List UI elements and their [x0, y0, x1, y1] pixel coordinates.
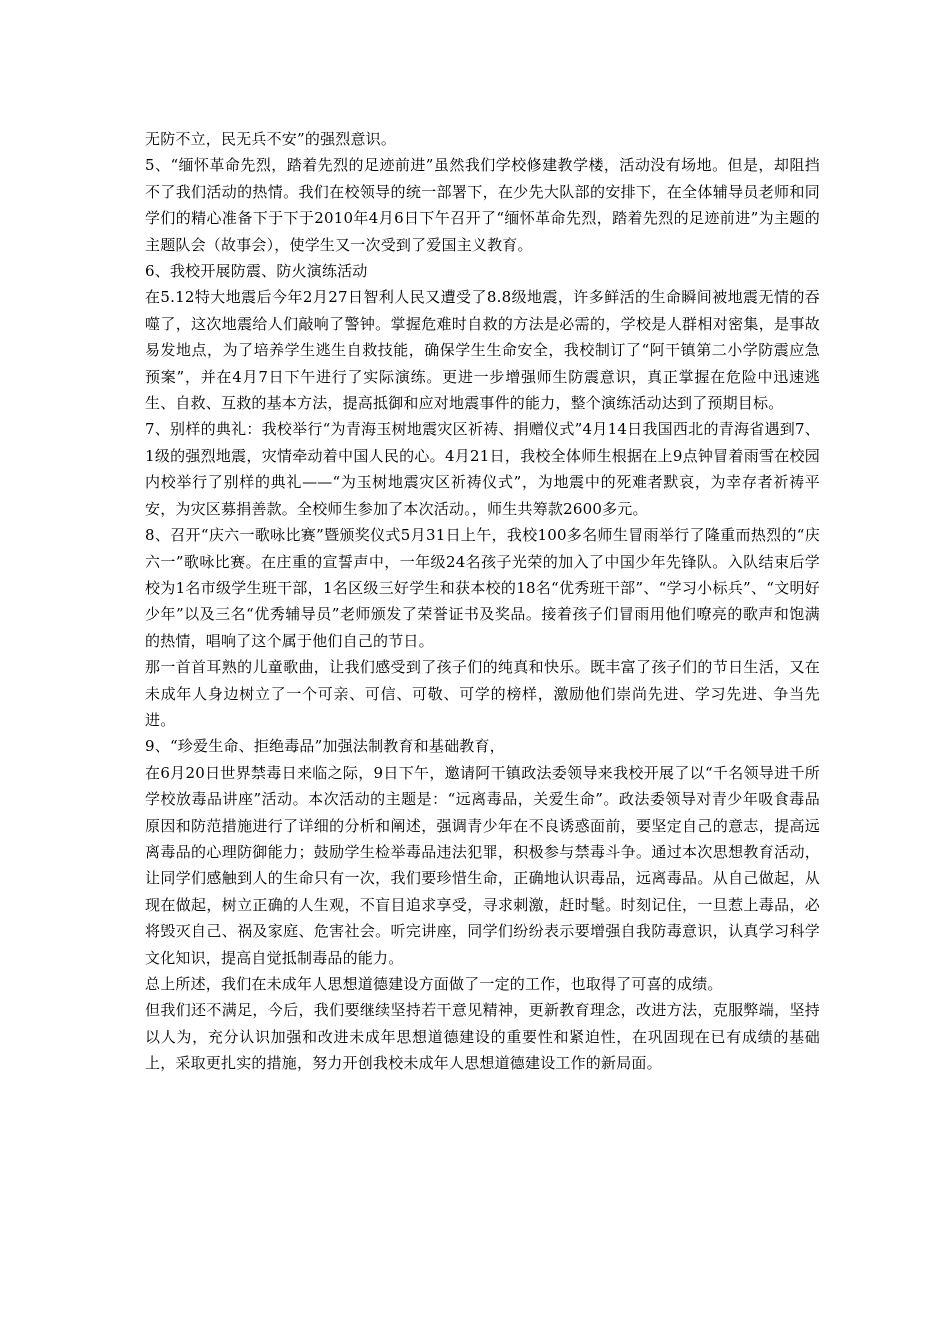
paragraph-item-9-body: 在6月20日世界禁毒日来临之际，9日下午，邀请阿干镇政法委领导来我校开展了以“千名领导进千所学校放毒品讲座”活动。本次活动的主题是：“远离毒品，关爱生命”。政法委领导对青少年吸食毒品原因和防范措施进行了详细的分析和阐述，强调青少年在不良诱惑面前，要坚定自己的意志，提高远离毒品的心理防御能力；鼓励学生检举毒品违法犯罪，积极参与禁毒斗争。通过本次思想教育活动，让同学们感触到人的生命只有一次，我们要珍惜生命，正确地认识毒品，远离毒品。从自己做起，从现在做起，树立正确的人生观，不盲目追求享受，寻求刺激，赶时髦。时刻记住，一旦惹上毒品，必将毁灭自己、祸及家庭、危害社会。听完讲座，同学们纷纷表示要增强自我防毒意识，认真学习科学文化知识，提高自觉抵制毒品的能力。: [145, 763, 820, 967]
paragraph-item-7: 7、别样的典礼：我校举行“为青海玉树地震灾区祈祷、捐赠仪式”4月14日我国西北的青海省遇到7、1级的强烈地震，灾情牵动着中国人民的心。4月21日，我校全体师生根据在上9点钟冒着雨雪在校园内校举行了别样的典礼——“为玉树地震灾区祈祷仪式”，为地震中的死难者默哀，为幸存者祈祷平安，为灾区募捐善款。全校师生参加了本次活动。，师生共筹款2600多元。: [145, 420, 820, 518]
paragraph-conclusion: 但我们还不满足，今后，我们要继续坚持若干意见精神，更新教育理念，改进方法，克服弊端，坚持以人为，充分认识加强和改进未成年思想道德建设的重要性和紧迫性，在巩固现在已有成绩的基础上，采取更扎实的措施，努力开创我校未成年人思想道德建设工作的新局面。: [145, 1001, 820, 1073]
document-body: [145, 126, 820, 1077]
paragraph-item-5: 5、“缅怀革命先烈，踏着先烈的足迹前进”虽然我们学校修建教学楼，活动没有场地。但是，却阻挡不了我们活动的热情。我们在校领导的统一部署下，在少先大队部的安排下，在全体辅导员老师和同学们的精心准备下于下于2010年4月6日下午召开了“缅怀革命先烈，踏着先烈的足迹前进”为主题的主题队会（故事会），使学生又一次受到了爱国主义教育。: [145, 156, 820, 254]
paragraph-item-6-body: 在5.12特大地震后今年2月27日智利人民又遭受了8.8级地震，许多鲜活的生命瞬间被地震无情的吞噬了，这次地震给人们敲响了警钟。掌握危难时自救的方法是必需的，学校是人群相对密集，是事故易发地点，为了培养学生逃生自救技能，确保学生生命安全，我校制订了“阿干镇第二小学防震应急预案”，并在4月7日下午进行了实际演练。更进一步增强师生防震意识，真正掌握在危险中迅速逃生、自救、互救的基本方法，提高抵御和应对地震事件的能力，整个演练活动达到了预期目标。: [145, 288, 820, 413]
heading-item-6: 6、我校开展防震、防火演练活动: [145, 262, 368, 281]
paragraph-item-8-followup: 那一首首耳熟的儿童歌曲，让我们感受到了孩子们的纯真和快乐。既丰富了孩子们的节日生活，又在未成年人身边树立了一个可亲、可信、可敬、可学的榜样，激励他们崇尚先进、学习先进、争当先进。: [145, 658, 820, 729]
paragraph-summary: 总上所述，我们在未成年人思想道德建设方面做了一定的工作，也取得了可喜的成绩。: [145, 975, 723, 993]
heading-item-9: 9、“珍爱生命、拒绝毒品”加强法制教育和基础教育，: [145, 737, 505, 756]
paragraph-closing-line: 无防不立，民无兵不安”的强烈意识。: [145, 130, 397, 148]
paragraph-item-8: 8、召开“庆六一歌咏比赛”暨颁奖仪式5月31日上午，我校100多名师生冒雨举行了隆重而热烈的“庆六一”歌咏比赛。在庄重的宣誓声中，一年级24名孩子光荣的加入了中国少年先锋队。入队结束后学校为1名市级学生班干部，1名区级三好学生和获本校的18名“优秀班干部”、“学习小标兵”、“文明好少年”以及三名“优秀辅导员”老师颁发了荣誉证书及奖品。接着孩子们冒雨用他们嘹亮的歌声和饱满的热情，唱响了这个属于他们自己的节日。: [145, 526, 820, 650]
